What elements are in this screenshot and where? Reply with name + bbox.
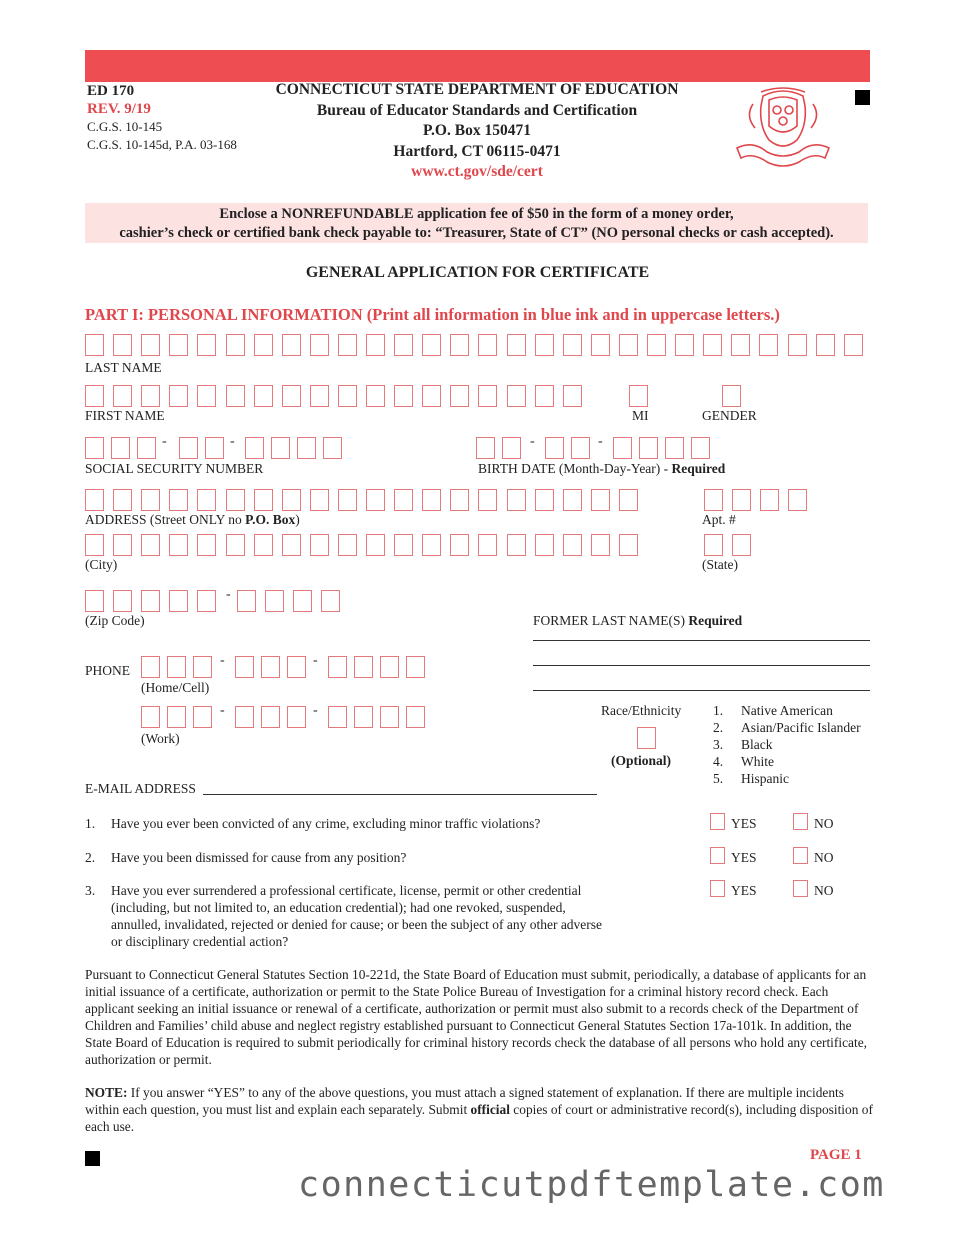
address-box[interactable]	[85, 489, 104, 511]
phone-work-box[interactable]	[141, 706, 160, 728]
race-option-label: Black	[741, 737, 773, 752]
watermark: connecticutpdftemplate.com	[298, 1165, 885, 1205]
email-line[interactable]	[203, 794, 597, 795]
city-label: (City)	[85, 557, 118, 572]
first-name-box[interactable]	[366, 385, 385, 407]
address-box[interactable]	[310, 489, 329, 511]
last-name-label: LAST NAME	[85, 360, 162, 375]
question-text: Have you been dismissed for cause from any position?	[111, 850, 407, 865]
apt-box[interactable]	[788, 489, 807, 511]
first-name-box[interactable]	[507, 385, 526, 407]
ssn-box[interactable]	[179, 437, 198, 459]
note-label: NOTE:	[85, 1085, 128, 1100]
birth-date-required: Required	[671, 461, 726, 476]
last-name-box[interactable]	[450, 334, 469, 356]
city-box[interactable]	[113, 534, 132, 556]
last-name-box[interactable]	[591, 334, 610, 356]
ssn-box[interactable]	[85, 437, 104, 459]
phone-home-box[interactable]	[167, 656, 186, 678]
question-text: Have you ever been convicted of any crime, excluding minor traffic violations?	[111, 816, 541, 831]
no-checkbox[interactable]	[793, 847, 808, 864]
last-name-box[interactable]	[141, 334, 160, 356]
last-name-box[interactable]	[844, 334, 863, 356]
address-box[interactable]	[226, 489, 245, 511]
no-label: NO	[814, 850, 834, 865]
last-name-box[interactable]	[282, 334, 301, 356]
city-box[interactable]	[226, 534, 245, 556]
apt-box[interactable]	[704, 489, 723, 511]
last-name-box[interactable]	[113, 334, 132, 356]
note-text-2: copies of court or administrative record(s), including disposition of each use.	[85, 1102, 873, 1134]
race-option-label: Native American	[741, 703, 833, 718]
note-paragraph	[85, 1084, 875, 1135]
address-box[interactable]	[563, 489, 582, 511]
no-checkbox[interactable]	[793, 880, 808, 897]
phone-work-box[interactable]	[193, 706, 212, 728]
no-label: NO	[814, 816, 834, 831]
ssn-box[interactable]	[205, 437, 224, 459]
bureau-name: Bureau of Educator Standards and Certification	[316, 101, 638, 119]
last-name-box[interactable]	[619, 334, 638, 356]
zip-ext-box[interactable]	[293, 590, 312, 612]
last-name-box[interactable]	[647, 334, 666, 356]
phone-work-box[interactable]	[261, 706, 280, 728]
address-end: )	[295, 512, 300, 527]
city-box[interactable]	[394, 534, 413, 556]
ssn-label: SOCIAL SECURITY NUMBER	[85, 461, 264, 476]
last-name-box[interactable]	[675, 334, 694, 356]
phone-home-box[interactable]	[261, 656, 280, 678]
question-number: 2.	[85, 850, 96, 865]
address-box[interactable]	[197, 489, 216, 511]
question-text: Have you ever surrendered a professional certificate, license, permit or other credential (including, but not limited to, an education credential); had one revoked, suspended, annulled, invalidated, rejected or denied for cause; or been the subject of any other adverse or disciplinary credential action?	[111, 883, 603, 949]
first-name-box[interactable]	[535, 385, 554, 407]
zip-ext-box[interactable]	[265, 590, 284, 612]
city-box[interactable]	[310, 534, 329, 556]
apt-box[interactable]	[732, 489, 751, 511]
revision: REV. 9/19	[87, 101, 151, 117]
yes-checkbox[interactable]	[710, 847, 725, 864]
ssn-box[interactable]	[323, 437, 342, 459]
question-number: 1.	[85, 816, 96, 831]
city-box[interactable]	[450, 534, 469, 556]
po-box: P.O. Box 150471	[423, 122, 531, 139]
zip-box[interactable]	[85, 590, 104, 612]
address-pobox: P.O. Box	[245, 512, 296, 527]
yes-label: YES	[731, 816, 757, 831]
form-title: GENERAL APPLICATION FOR CERTIFICATE	[305, 264, 650, 281]
phone-home-box[interactable]	[328, 656, 347, 678]
city-box[interactable]	[282, 534, 301, 556]
last-name-box[interactable]	[816, 334, 835, 356]
phone-home-box[interactable]	[141, 656, 160, 678]
phone-work-box[interactable]	[167, 706, 186, 728]
phone-label: PHONE	[85, 663, 131, 678]
phone-home-box[interactable]	[193, 656, 212, 678]
city-box[interactable]	[535, 534, 554, 556]
city-box[interactable]	[254, 534, 273, 556]
ssn-box[interactable]	[111, 437, 130, 459]
ssn-separator: -	[230, 434, 235, 449]
yes-label: YES	[731, 883, 757, 898]
state-box[interactable]	[704, 534, 723, 556]
gender-label: GENDER	[702, 408, 757, 423]
phone-home-box[interactable]	[354, 656, 373, 678]
form-id-block	[87, 82, 237, 154]
state-box[interactable]	[732, 534, 751, 556]
last-name-box[interactable]	[788, 334, 807, 356]
state-seal-logo	[733, 86, 833, 172]
race-option-label: Asian/Pacific Islander	[741, 720, 861, 735]
address-box[interactable]	[254, 489, 273, 511]
phone-home-box[interactable]	[380, 656, 399, 678]
birth-day-box[interactable]	[545, 437, 564, 459]
apt-label: Apt. #	[702, 512, 736, 527]
last-name-box[interactable]	[169, 334, 188, 356]
last-name-box[interactable]	[254, 334, 273, 356]
address-box[interactable]	[141, 489, 160, 511]
race-option-number: 2.	[713, 720, 724, 735]
statute-paragraph: Pursuant to Connecticut General Statutes Section 10-221d, the State Board of Education must submit, periodically, a database of applicants for an initial issuance of a certificate, authorization or permit to the State Police Bureau of Investigation for a criminal history record check. Each applicant seeking an initial issuance or renewal of a certificate, authorization or permit must also submit to a records check of the Department of Children and Families’ child abuse and neglect registry established pursuant to Connecticut General Statutes Section 17a-101k. In addition, the State Board of Education is required to submit periodically for criminal history records check the database of all persons who hold any certificate, authorization or permit.	[85, 967, 867, 1067]
last-name-box[interactable]	[731, 334, 750, 356]
address-box[interactable]	[535, 489, 554, 511]
note-bold: official	[470, 1102, 510, 1117]
address-box[interactable]	[422, 489, 441, 511]
last-name-box[interactable]	[197, 334, 216, 356]
address-box[interactable]	[282, 489, 301, 511]
fee-line-1: Enclose a NONREFUNDABLE application fee of $50 in the form of a money order,	[219, 206, 734, 222]
fee-line-2: cashier’s check or certified bank check payable to: “Treasurer, State of CT” (NO personal checks or cash accepted).	[119, 225, 834, 241]
form-number: ED 170	[87, 83, 135, 99]
yes-checkbox[interactable]	[710, 813, 725, 830]
home-cell-label: (Home/Cell)	[141, 680, 210, 695]
first-name-box[interactable]	[254, 385, 273, 407]
state-label: (State)	[702, 557, 738, 572]
email-label: E-MAIL ADDRESS	[85, 781, 196, 796]
address-box[interactable]	[366, 489, 385, 511]
last-name-box[interactable]	[310, 334, 329, 356]
phone-home-separator: -	[313, 653, 318, 668]
city-box[interactable]	[169, 534, 188, 556]
phone-work-box[interactable]	[354, 706, 373, 728]
first-name-box[interactable]	[338, 385, 357, 407]
phone-work-box[interactable]	[380, 706, 399, 728]
website-link[interactable]: www.ct.gov/sde/cert	[411, 163, 543, 180]
phone-home-box[interactable]	[287, 656, 306, 678]
last-name-box[interactable]	[85, 334, 104, 356]
last-name-box[interactable]	[478, 334, 497, 356]
city-box[interactable]	[591, 534, 610, 556]
race-label: Race/Ethnicity	[601, 703, 682, 718]
first-name-box[interactable]	[282, 385, 301, 407]
city-box[interactable]	[478, 534, 497, 556]
birth-year-box[interactable]	[613, 437, 632, 459]
birth-year-box[interactable]	[639, 437, 658, 459]
address-box[interactable]	[450, 489, 469, 511]
first-name-box[interactable]	[141, 385, 160, 407]
address-box[interactable]	[113, 489, 132, 511]
last-name-box[interactable]	[394, 334, 413, 356]
first-name-box[interactable]	[226, 385, 245, 407]
first-name-box[interactable]	[563, 385, 582, 407]
apt-box[interactable]	[760, 489, 779, 511]
first-name-box[interactable]	[113, 385, 132, 407]
mi-box[interactable]	[629, 385, 648, 407]
last-name-box[interactable]	[507, 334, 526, 356]
ssn-separator: -	[162, 434, 167, 449]
optional-label: (Optional)	[611, 753, 672, 768]
part1-heading: PART I: PERSONAL INFORMATION (Print all information in blue ink and in uppercase letters.)	[85, 305, 780, 324]
address-text: ADDRESS (Street ONLY no	[85, 512, 246, 527]
last-name-box[interactable]	[535, 334, 554, 356]
work-label: (Work)	[141, 731, 180, 746]
phone-home-separator: -	[220, 653, 225, 668]
city-box[interactable]	[563, 534, 582, 556]
fee-notice	[85, 203, 868, 243]
last-name-box[interactable]	[366, 334, 385, 356]
registration-mark-bottom	[85, 1151, 100, 1166]
former-name-line-3[interactable]	[533, 690, 870, 691]
mi-label: MI	[632, 408, 649, 423]
birth-year-box[interactable]	[665, 437, 684, 459]
city-box[interactable]	[197, 534, 216, 556]
race-box[interactable]	[637, 727, 656, 749]
yes-checkbox[interactable]	[710, 880, 725, 897]
gender-box[interactable]	[722, 385, 741, 407]
former-last-text: FORMER LAST NAME(S)	[533, 613, 689, 628]
yes-label: YES	[731, 850, 757, 865]
former-last-name-label	[533, 613, 742, 629]
statute-1: C.G.S. 10-145	[87, 119, 163, 134]
birth-month-box[interactable]	[502, 437, 521, 459]
department-header	[240, 80, 714, 183]
race-option-number: 4.	[713, 754, 724, 769]
first-name-box[interactable]	[310, 385, 329, 407]
city-box[interactable]	[338, 534, 357, 556]
birth-separator: -	[530, 434, 535, 449]
race-option-label: Hispanic	[741, 771, 789, 786]
zip-box[interactable]	[197, 590, 216, 612]
city-box[interactable]	[141, 534, 160, 556]
city-box[interactable]	[619, 534, 638, 556]
birth-year-box[interactable]	[691, 437, 710, 459]
address-box[interactable]	[591, 489, 610, 511]
phone-work-box[interactable]	[235, 706, 254, 728]
birth-separator: -	[598, 434, 603, 449]
race-option-number: 3.	[713, 737, 724, 752]
zip-ext-box[interactable]	[321, 590, 340, 612]
first-name-box[interactable]	[422, 385, 441, 407]
city-box[interactable]	[366, 534, 385, 556]
registration-mark-top	[855, 90, 870, 105]
race-option-number: 1.	[713, 703, 724, 718]
former-name-line-1[interactable]	[533, 640, 870, 641]
phone-home-box[interactable]	[406, 656, 425, 678]
address-box[interactable]	[619, 489, 638, 511]
statute-2: C.G.S. 10-145d, P.A. 03-168	[87, 137, 237, 152]
birth-day-box[interactable]	[571, 437, 590, 459]
address-box[interactable]	[507, 489, 526, 511]
first-name-box[interactable]	[478, 385, 497, 407]
city-box[interactable]	[85, 534, 104, 556]
last-name-box[interactable]	[226, 334, 245, 356]
question-number: 3.	[85, 883, 96, 898]
no-label: NO	[814, 883, 834, 898]
last-name-box[interactable]	[703, 334, 722, 356]
phone-work-box[interactable]	[287, 706, 306, 728]
address-box[interactable]	[478, 489, 497, 511]
race-option-label: White	[741, 754, 774, 769]
former-name-line-2[interactable]	[533, 665, 870, 666]
zip-box[interactable]	[113, 590, 132, 612]
zip-box[interactable]	[141, 590, 160, 612]
note-text-1: If you answer “YES” to any of the above questions, you must attach a signed statement of explanation. If there are multiple incidents within each question, you must list and explain each separately. Submit	[85, 1085, 844, 1117]
address-box[interactable]	[338, 489, 357, 511]
zip-label: (Zip Code)	[85, 613, 145, 628]
page-number: PAGE 1	[810, 1147, 862, 1163]
first-name-box[interactable]	[197, 385, 216, 407]
phone-home-box[interactable]	[235, 656, 254, 678]
first-name-box[interactable]	[450, 385, 469, 407]
last-name-box[interactable]	[338, 334, 357, 356]
city-box[interactable]	[507, 534, 526, 556]
first-name-label: FIRST NAME	[85, 408, 165, 423]
phone-work-separator: -	[313, 703, 318, 718]
first-name-box[interactable]	[394, 385, 413, 407]
last-name-box[interactable]	[759, 334, 778, 356]
race-option-number: 5.	[713, 771, 724, 786]
header-red-bar	[85, 50, 870, 82]
zip-separator: -	[226, 587, 231, 602]
first-name-box[interactable]	[169, 385, 188, 407]
address-box[interactable]	[169, 489, 188, 511]
last-name-box[interactable]	[563, 334, 582, 356]
city-line: Hartford, CT 06115-0471	[393, 142, 561, 160]
phone-work-box[interactable]	[328, 706, 347, 728]
no-checkbox[interactable]	[793, 813, 808, 830]
last-name-box[interactable]	[422, 334, 441, 356]
ssn-box[interactable]	[245, 437, 264, 459]
department-name: CONNECTICUT STATE DEPARTMENT OF EDUCATION	[275, 81, 679, 98]
former-last-required: Required	[688, 613, 743, 628]
phone-work-separator: -	[220, 703, 225, 718]
ssn-box[interactable]	[271, 437, 290, 459]
phone-work-box[interactable]	[406, 706, 425, 728]
birth-date-text: BIRTH DATE (Month-Day-Year) -	[478, 461, 672, 476]
first-name-box[interactable]	[85, 385, 104, 407]
ssn-box[interactable]	[137, 437, 156, 459]
city-box[interactable]	[422, 534, 441, 556]
birth-date-label	[478, 461, 725, 477]
ssn-box[interactable]	[297, 437, 316, 459]
birth-month-box[interactable]	[476, 437, 495, 459]
zip-ext-box[interactable]	[237, 590, 256, 612]
address-box[interactable]	[394, 489, 413, 511]
address-label	[85, 512, 300, 528]
zip-box[interactable]	[169, 590, 188, 612]
